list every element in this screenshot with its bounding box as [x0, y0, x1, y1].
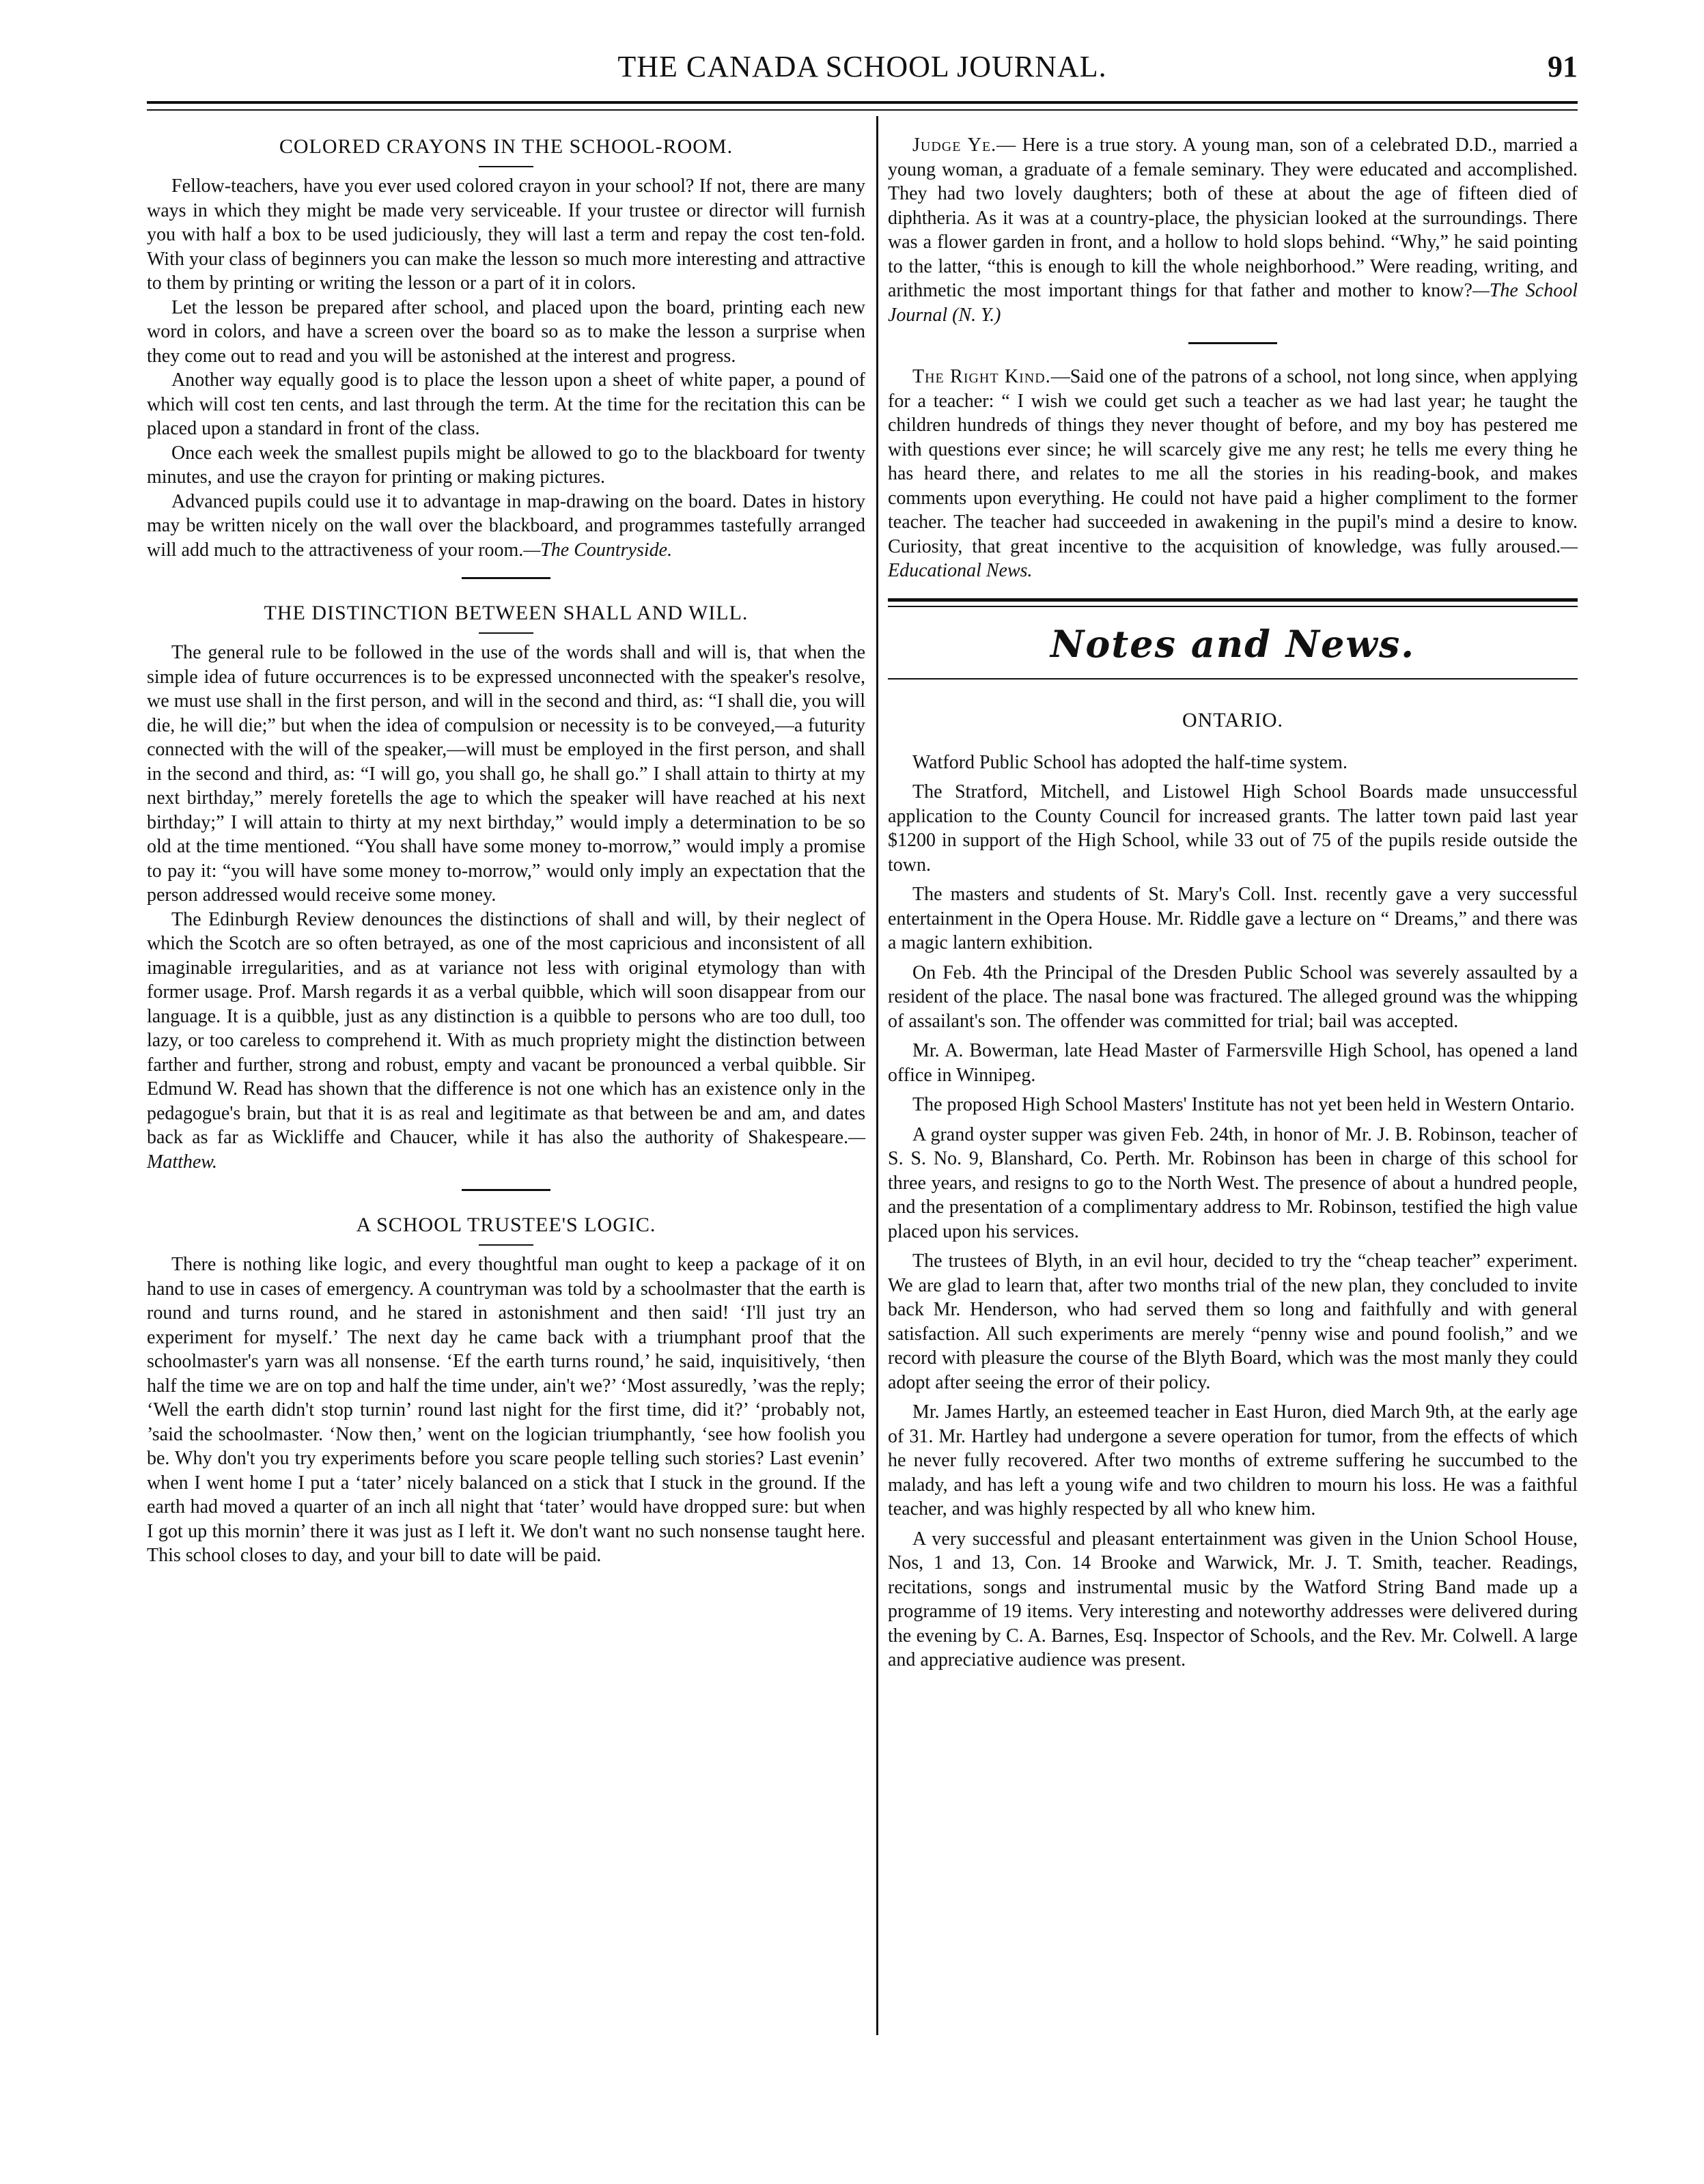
- region-heading: ONTARIO.: [1182, 708, 1284, 731]
- article-divider: [462, 577, 550, 579]
- article-judge-ye: [888, 133, 1578, 327]
- paragraph: [888, 133, 1578, 327]
- news-item: The Stratford, Mitchell, and Listowel High School Boards made unsuccessful application to the County Council for increased grants. The latter town paid last year $1200 in support of the High School, while 33 out of 75 of the pupils reside outside the town.: [888, 781, 1578, 876]
- paragraph-text: — Here is a true story. A young man, son of a celebrated D.D., married a young woman, a graduate of a female seminary. They were educated and accomplished. They had two lovely daughters; both of these at about the age of fifteen died of diphtheria. As it was at a country-place, the physician looked at the surroundings. There was a flower garden in front, and a hollow to hold slops behind. “Why,” he said pointing to the latter, “this is enough to kill the whole neighborhood.” Were reading, writing, and arithmetic the most important things for that father and mother to know?: [888, 135, 1578, 301]
- heading-rule: [479, 632, 533, 634]
- news-item: The masters and students of St. Mary's Coll. Inst. recently gave a very successful entertainment in the Opera House. Mr. Riddle gave a lecture on “ Dreams,” and there was a magic lantern exhibition.: [888, 884, 1578, 953]
- running-header: [147, 46, 1578, 87]
- journal-title: THE CANADA SCHOOL JOURNAL.: [617, 50, 1107, 83]
- paragraph: Once each week the smallest pupils might be allowed to go to the blackboard for twenty minutes, and use the crayon for printing or making pictures.: [147, 442, 865, 488]
- source-credit: —The School Journal (N. Y.): [888, 280, 1578, 326]
- article-right-kind: [888, 365, 1578, 583]
- notes-and-news-heading: Notes and News.: [1050, 621, 1416, 666]
- paragraph: Fellow-teachers, have you ever used colored crayon in your school? If not, there are many ways in which they might be made very serviceable. If your trustee or director will furnish you with half a box to be used judiciously, they will last a term and repay the cost ten-fold. With your class of beginners you can make the lesson so much more interesting and attractive to them by printing or writing the lesson or a part of it in colors.: [147, 176, 865, 294]
- news-item: A grand oyster supper was given Feb. 24th, in honor of Mr. J. B. Robinson, teacher of S. S. No. 9, Blanshard, Co. Perth. Mr. Robinson has been in charge of this school for three years, and resigns to go to the North West. The presence of about a hundred people, and the presentation of a complimentary address to Mr. Robinson, testified the high value placed upon his services.: [888, 1123, 1578, 1242]
- section-rule: [888, 598, 1578, 602]
- heading-rule: [479, 1244, 533, 1246]
- paragraph: [147, 908, 865, 1175]
- paragraph-text: —Said one of the patrons of a school, not long since, when applying for a teacher: “ I wish we could get such a teacher as we had last year; he taught the children hundreds of things they never thought of before, and my boy has pestered me with questions ever since; he will scarcely give me any rest; he tells me every thing he has heard there, and relates to me all the stories in his reading-book, and makes comments upon everything. He could not have paid a higher compliment to the former teacher. The teacher had succeeded in awakening in the pupil's mind a desire to know. Curiosity, that great incentive to the acquisition of knowledge, was fully aroused.: [888, 366, 1578, 557]
- source-credit: —The Countryside.: [523, 539, 673, 561]
- header-rule-thin: [147, 109, 1578, 111]
- lead-in: Judge Ye.: [912, 135, 997, 156]
- article-shall-will: [147, 600, 865, 1174]
- article-heading: THE DISTINCTION BETWEEN SHALL AND WILL.: [264, 602, 749, 624]
- section-rule-thin: [888, 606, 1578, 607]
- paragraph-text: Advanced pupils could use it to advantage in map-drawing on the board. Dates in history may be written nicely on the wall over the blackboard, and programmes tastefully arranged will add much to the attractiveness of your room.: [147, 490, 865, 561]
- source-credit: —Educational News.: [888, 535, 1578, 581]
- left-column: [147, 133, 865, 1568]
- page-number: 91: [1548, 50, 1578, 83]
- column-divider: [876, 116, 878, 2035]
- paragraph: [888, 365, 1578, 583]
- news-item: A very successful and pleasant entertainment was given in the Union School House, Nos, 1 and 13, Con. 14 Brooke and Warwick, Mr. J. T. Smith, teacher. Readings, recitations, songs and instrumental music by the Watford String Band made up a programme of 19 items. Very interesting and noteworthy addresses were delivered during the evening by C. A. Barnes, Esq. Inspector of Schools, and the Rev. Mr. Colwell. A large and appreciative audience was present.: [888, 1528, 1578, 1670]
- news-list: [888, 751, 1578, 1672]
- news-item: Mr. James Hartly, an esteemed teacher in East Huron, died March 9th, at the early age of 31. Mr. Hartley had undergone a severe operation for tumor, from the effects of which he never fully recovered. After two months of extreme suffering he succumbed to the malady, and has left a young wife and two children to mourn his loss. He was a faithful teacher, and was highly respected by all who knew him.: [888, 1401, 1578, 1520]
- heading-rule: [479, 166, 533, 167]
- article-trustee-logic: [147, 1212, 865, 1568]
- article-colored-crayons: [147, 133, 865, 562]
- section-rule: [888, 678, 1578, 680]
- paragraph: The general rule to be followed in the use of the words shall and will is, that when the simple idea of future occurrences is to be expressed unconnected with the speaker's resolve, we must use shall in the first person, and will in the second and third, as: “I shall die, you will die, he will die;” but when the idea of compulsion or necessity is to be conveyed,—a futurity connected with the will of the speaker,—will must be employed in the first person, and shall in the second and third, as: “I will go, you shall go, he shall go.” I shall attain to thirty at my next birthday,” merely foretells the age to which the speaker will have reached at his next birthday;” I will attain to thirty at my next birthday,” would imply a determination to be so old at the time mentioned. “You shall have some money to-morrow,” would imply a promise to pay it: “you will have some money to-morrow,” would only imply an expectation that the person addressed would receive some money.: [147, 642, 865, 906]
- paragraph-text: The Edinburgh Review denounces the distinctions of shall and will, by their neglect of which the Scotch are so often betrayed, as one of the most capricious and inconsistent of all imaginable irregularities, and as at variance not less with original etymology than with former usage. Prof. Marsh regards it as a verbal quibble, which will soon disappear from our language. It is a quibble, just as any distinction is a quibble to persons who are too dull, too lazy, or too careless to comprehend it. With as much propriety might the distinction between farther and further, strong and robust, empty and vacant be pronounced a verbal quibble. Sir Edmund W. Read has shown that the difference is not one which has an existence only in the pedagogue's brain, but that it is as real and legitimate as that between be and am, and dates back as far as Wickliffe and Chaucer, while it has also the authority of Shakespeare.: [147, 908, 865, 1148]
- source-credit: —Matthew.: [147, 1127, 865, 1173]
- paragraph: Another way equally good is to place the lesson upon a sheet of white paper, a pound of which will cost ten cents, and last through the term. At the time for the recitation this can be placed upon a standard in front of the class.: [147, 369, 865, 439]
- news-item: The trustees of Blyth, in an evil hour, decided to try the “cheap teacher” experiment. We are glad to learn that, after two months trial of the new plan, they concluded to invite back Mr. Henderson, who had served them so long and faithfully and with general satisfaction. All such experiments are merely “penny wise and pound foolish,” and we record with pleasure the course of the Blyth Board, which was the most manly they could adopt after seeing the error of their policy.: [888, 1250, 1578, 1393]
- news-item: Watford Public School has adopted the half-time system.: [912, 751, 1347, 773]
- paragraph: [147, 490, 865, 563]
- right-column: [888, 133, 1578, 1678]
- news-item: On Feb. 4th the Principal of the Dresden Public School was severely assaulted by a resident of the place. The nasal bone was fractured. The alleged ground was the whipping of assailant's son. The offender was committed for trial; bail was accepted.: [888, 962, 1578, 1032]
- news-item: The proposed High School Masters' Institute has not yet been held in Western Ontario.: [912, 1094, 1575, 1115]
- lead-in: The Right Kind.: [912, 366, 1051, 387]
- header-rule: [147, 101, 1578, 104]
- article-divider: [1188, 342, 1277, 344]
- paragraph: There is nothing like logic, and every thoughtful man ought to keep a package of it on hand to use in cases of emergency. A countryman was told by a schoolmaster that the earth is round and turns round, and he stared in astonishment and then said! ‘I'll just try an experiment for myself.’ The next day he came back with a triumphant proof that the schoolmaster's yarn was all nonsense. ‘Ef the earth turns round,’ he said, inquisitively, ‘then half the time we are on top and half the time under, ain't we?’ ‘Most assuredly, ’was the reply; ‘Well the earth didn't stop turnin’ round last night for the first time, did it?’ ‘probably not, ’said the schoolmaster. ‘Now then,’ went on the logician triumphantly, ‘see how foolish you be. Why don't you try experiments before you scare people telling such stories? Last evenin’ when I went home I put a ‘tater’ nicely balanced on a stick that I stuck in the ground. If the earth had moved a quarter of an inch all night that ‘tater’ would have dropped sure: but when I got up this mornin’ there it was just as I left it. We don't want no such nonsense taught here. This school closes to day, and your bill to date will be paid.: [147, 1254, 865, 1566]
- article-heading: COLORED CRAYONS IN THE SCHOOL-ROOM.: [279, 135, 734, 158]
- news-item: Mr. A. Bowerman, late Head Master of Farmersville High School, has opened a land office in Winnipeg.: [888, 1040, 1578, 1086]
- article-heading: A SCHOOL TRUSTEE'S LOGIC.: [356, 1214, 656, 1236]
- article-divider: [462, 1189, 550, 1191]
- paragraph: Let the lesson be prepared after school, and placed upon the board, printing each new word in colors, and have a screen over the board so as to make the lesson a surprise when they come out to read and you will be astonished at the interest and progress.: [147, 296, 865, 367]
